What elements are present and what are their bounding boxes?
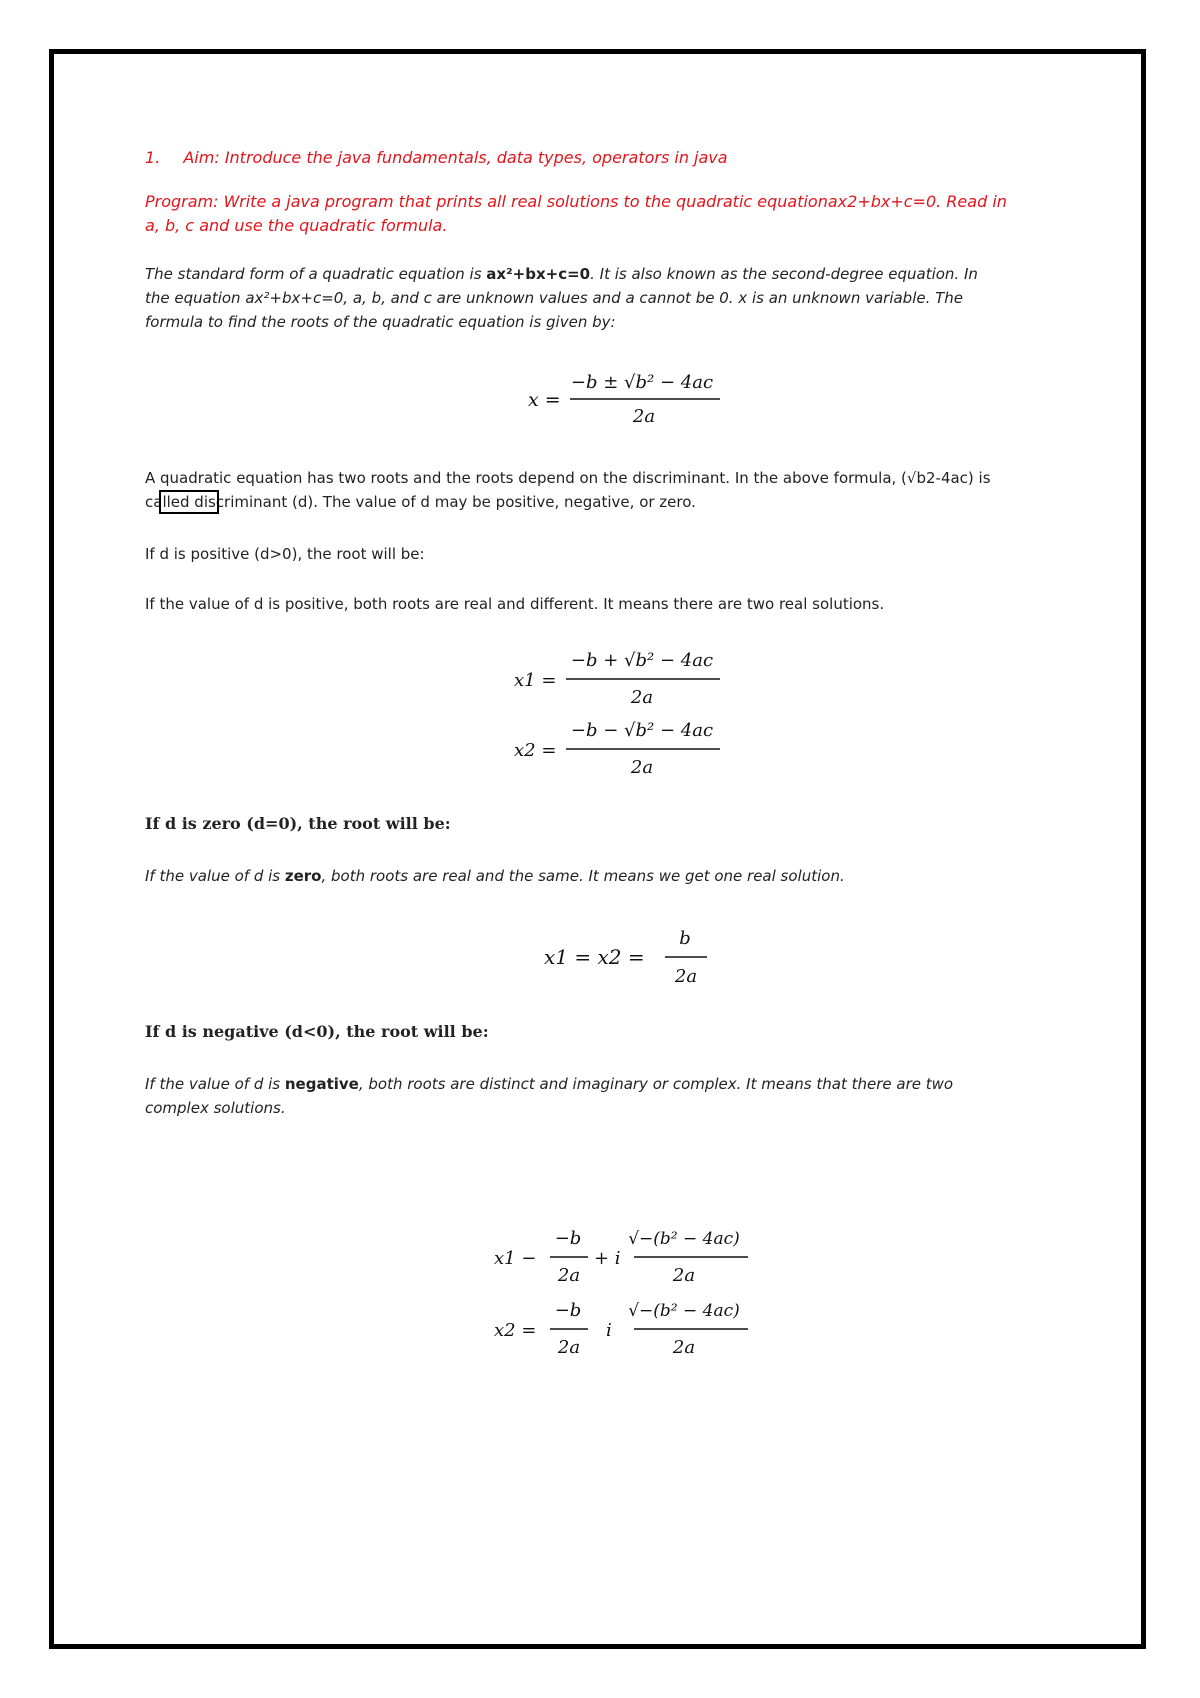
intro-line-2: the equation ax²+bx+c=0, a, b, and c are unknown values and a cannot be 0. x is an unknown variable. The [145,289,964,307]
neg-x2-op: i [606,1320,612,1341]
aim-number: 1. [145,148,161,167]
general-formula-lhs: x = [528,389,561,411]
positive-x2-formula [510,712,740,782]
negative-x2-formula [490,1292,770,1364]
pos-x2-lhs: x2 = [514,740,557,761]
neg-x1-f1-numerator: −b [554,1228,582,1249]
intro-text-a: The standard form of a quadratic equation is [145,265,487,283]
zero-text-a: If the value of d is [145,867,285,885]
negative-text-c: complex solutions. [145,1099,286,1117]
neg-x1-lhs: x1 − [494,1248,537,1269]
neg-x2-lhs: x2 = [494,1320,537,1341]
negative-text-a: If the value of d is [145,1075,285,1093]
negative-x1-formula [490,1220,770,1292]
aim-line [145,146,1065,170]
zero-text [145,864,1065,888]
negative-text-bold: negative [284,1075,359,1093]
negative-text-b: , both roots are distinct and imaginary or complex. It means that there are two [358,1075,954,1093]
zero-formula-denominator: 2a [674,966,698,987]
zero-formula [540,920,730,992]
intro-line-3: formula to find the roots of the quadratic equation is given by: [145,313,616,331]
aim-text: Aim: Introduce the java fundamentals, data types, operators in java [183,148,728,167]
positive-x1-formula [510,642,740,712]
general-formula-numerator: −b ± √b² − 4ac [570,372,714,393]
discriminant-boxed-text: lled dis [162,493,216,511]
pos-x2-numerator: −b − √b² − 4ac [570,720,714,741]
intro-standard-form: ax²+bx+c=0 [486,265,591,283]
neg-x2-f2-numerator: √−(b² − 4ac) [628,1301,740,1321]
neg-x1-op: + i [594,1248,621,1269]
intro-paragraph [145,262,1065,334]
neg-x1-f2-denominator: 2a [672,1265,696,1286]
neg-x2-f2-denominator: 2a [672,1337,696,1358]
program-line-2: a, b, c and use the quadratic formula. [145,216,448,235]
zero-formula-numerator: b [679,928,691,949]
discriminant-line-1: A quadratic equation has two roots and the roots depend on the discriminant. In the above formula, (√b2-4ac) is [145,469,991,487]
intro-text-b: . It is also known as the second-degree equation. In [590,265,978,283]
negative-heading: If d is negative (d<0), the root will be: [145,1022,489,1041]
positive-text: If the value of d is positive, both roots are real and different. It means there are two real solutions. [145,595,885,613]
zero-heading: If d is zero (d=0), the root will be: [145,814,451,833]
pos-x1-lhs: x1 = [514,670,557,691]
zero-text-b: , both roots are real and the same. It means we get one real solution. [321,867,845,885]
pos-x1-numerator: −b + √b² − 4ac [570,650,714,671]
zero-text-bold: zero [284,867,322,885]
general-formula [520,366,740,430]
discriminant-line-2-b: criminant (d). The value of d may be positive, negative, or zero. [215,493,696,511]
zero-formula-lhs: x1 = x2 = [544,945,645,969]
positive-heading: If d is positive (d>0), the root will be: [145,545,425,563]
discriminant-line-2-a: ca [145,493,163,511]
neg-x1-f1-denominator: 2a [557,1265,581,1286]
program-line-1: Program: Write a java program that prints all real solutions to the quadratic equationax2+bx+c=0. Read in [145,192,1007,211]
pos-x1-denominator: 2a [630,687,654,708]
neg-x2-f1-denominator: 2a [557,1337,581,1358]
pos-x2-denominator: 2a [630,757,654,778]
program-statement [145,190,1065,238]
neg-x1-f2-numerator: √−(b² − 4ac) [628,1229,740,1249]
general-formula-denominator: 2a [632,406,656,427]
neg-x2-f1-numerator: −b [554,1300,582,1321]
negative-text [145,1072,1065,1120]
discriminant-paragraph [145,466,1065,514]
